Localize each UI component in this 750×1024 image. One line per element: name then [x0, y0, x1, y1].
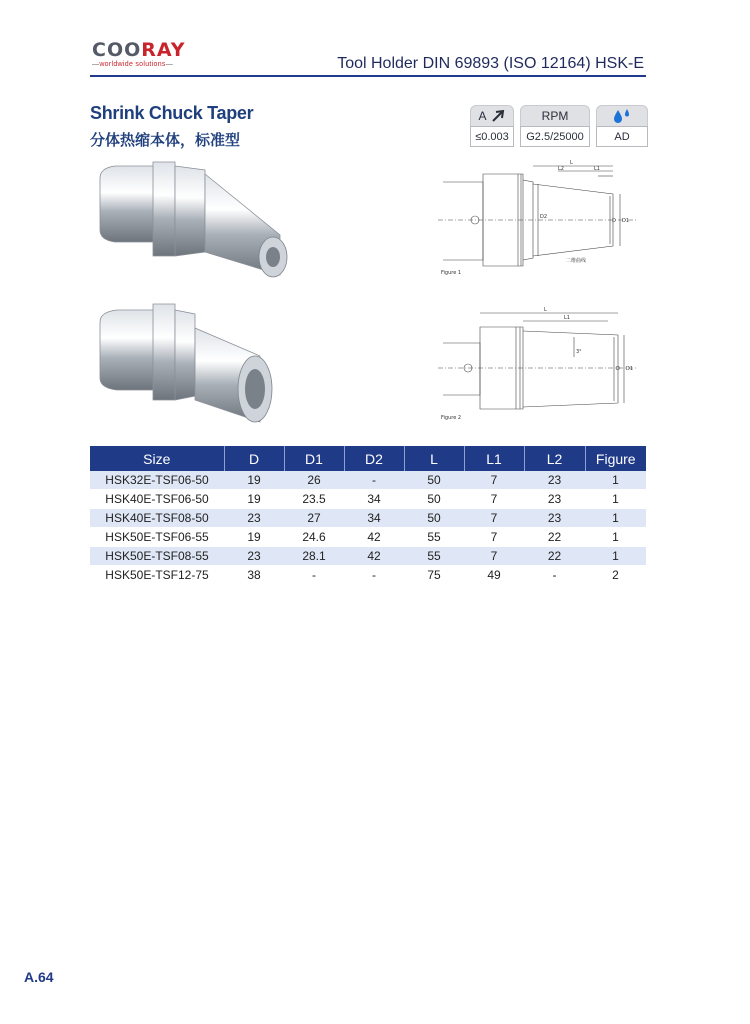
table-cell: 23: [524, 509, 585, 528]
table-cell: 7: [464, 528, 524, 547]
dim-label-D1: D1: [626, 366, 634, 372]
table-cell: 7: [464, 490, 524, 509]
table-cell: 27: [284, 509, 344, 528]
table-cell: 75: [404, 566, 464, 585]
table-cell: 24.6: [284, 528, 344, 547]
coolant-value: AD: [596, 126, 648, 147]
table-cell: 23: [524, 471, 585, 490]
dim-label-D2: D2: [540, 214, 548, 220]
rpm-label: RPM: [520, 105, 590, 126]
table-row: [90, 528, 646, 547]
column-header-l: L: [404, 446, 464, 471]
spec-table: [90, 446, 646, 585]
table-cell: 23: [224, 547, 284, 566]
table-cell: 7: [464, 509, 524, 528]
table-cell: 22: [524, 528, 585, 547]
accuracy-label: A: [478, 109, 487, 123]
dim-note: 二维曲线: [566, 258, 587, 264]
table-cell: HSK50E-TSF06-55: [90, 528, 224, 547]
technical-drawing-figure-1: [438, 160, 638, 278]
table-row: [90, 566, 646, 585]
arrow-up-right-icon: [490, 109, 506, 123]
coolant-badge: [596, 105, 648, 147]
section-subtitle: 分体热缩本体，标准型: [90, 132, 241, 149]
table-row: [90, 471, 646, 490]
dim-label-D1: D1: [622, 218, 630, 224]
product-photo-taper: [95, 160, 295, 290]
table-cell: 49: [464, 566, 524, 585]
table-cell: -: [284, 566, 344, 585]
column-header-l1: L1: [464, 446, 524, 471]
table-cell: 22: [524, 547, 585, 566]
table-cell: 1: [585, 471, 646, 490]
coolant-drops-icon: [611, 108, 633, 124]
rpm-value: G2.5/25000: [520, 126, 590, 147]
figure-2-caption: Figure 2: [441, 415, 462, 421]
table-cell: -: [524, 566, 585, 585]
product-photo-straight: [95, 300, 285, 430]
table-row: [90, 547, 646, 566]
table-cell: 26: [284, 471, 344, 490]
table-cell: 1: [585, 547, 646, 566]
header-divider: [90, 75, 646, 77]
table-cell: HSK40E-TSF08-50: [90, 509, 224, 528]
company-logo: [92, 40, 202, 68]
table-cell: 7: [464, 471, 524, 490]
table-cell: 28.1: [284, 547, 344, 566]
table-cell: 42: [344, 547, 404, 566]
table-header-row: [90, 446, 646, 471]
table-cell: 55: [404, 547, 464, 566]
column-header-d2: D2: [344, 446, 404, 471]
table-cell: 50: [404, 471, 464, 490]
column-header-d: D: [224, 446, 284, 471]
table-cell: 23.5: [284, 490, 344, 509]
dim-mark: 3°: [576, 349, 582, 355]
table-cell: 2: [585, 566, 646, 585]
table-cell: 19: [224, 528, 284, 547]
table-cell: 1: [585, 528, 646, 547]
dim-label-L1: L1: [564, 315, 570, 321]
table-row: [90, 509, 646, 528]
table-cell: 19: [224, 490, 284, 509]
figure-1-caption: Figure 1: [441, 270, 462, 276]
table-row: [90, 490, 646, 509]
table-cell: 7: [464, 547, 524, 566]
dim-label-L1: L1: [594, 166, 600, 172]
table-cell: 34: [344, 509, 404, 528]
table-cell: 1: [585, 490, 646, 509]
accuracy-badge: [470, 105, 514, 147]
dim-label-L: L: [544, 307, 547, 313]
table-cell: -: [344, 566, 404, 585]
accuracy-value: ≤0.003: [470, 126, 514, 147]
table-cell: 23: [524, 490, 585, 509]
column-header-d1: D1: [284, 446, 344, 471]
table-cell: -: [344, 471, 404, 490]
table-cell: 42: [344, 528, 404, 547]
dim-label-L2: L2: [558, 166, 564, 172]
table-cell: 50: [404, 490, 464, 509]
table-cell: 38: [224, 566, 284, 585]
table-cell: HSK50E-TSF08-55: [90, 547, 224, 566]
table-cell: 19: [224, 471, 284, 490]
column-header-l2: L2: [524, 446, 585, 471]
table-cell: HSK50E-TSF12-75: [90, 566, 224, 585]
column-header-size: Size: [90, 446, 224, 471]
technical-drawing-figure-2: [438, 305, 638, 423]
dim-label-L: L: [570, 160, 573, 166]
section-title: Shrink Chuck Taper: [90, 103, 254, 123]
dim-label-D: D: [612, 218, 616, 224]
column-header-figure: Figure: [585, 446, 646, 471]
table-cell: 34: [344, 490, 404, 509]
table-cell: 1: [585, 509, 646, 528]
rpm-badge: [520, 105, 590, 147]
document-title: Tool Holder DIN 69893 (ISO 12164) HSK-E: [337, 55, 644, 72]
dim-label-D: D: [616, 366, 620, 372]
table-cell: 50: [404, 509, 464, 528]
logo-tagline: —worldwide solutions—: [92, 61, 174, 68]
page-number: A.64: [24, 969, 54, 985]
table-cell: HSK32E-TSF06-50: [90, 471, 224, 490]
logo-wordmark: COORAY: [92, 39, 186, 61]
table-cell: 55: [404, 528, 464, 547]
table-cell: HSK40E-TSF06-50: [90, 490, 224, 509]
table-cell: 23: [224, 509, 284, 528]
